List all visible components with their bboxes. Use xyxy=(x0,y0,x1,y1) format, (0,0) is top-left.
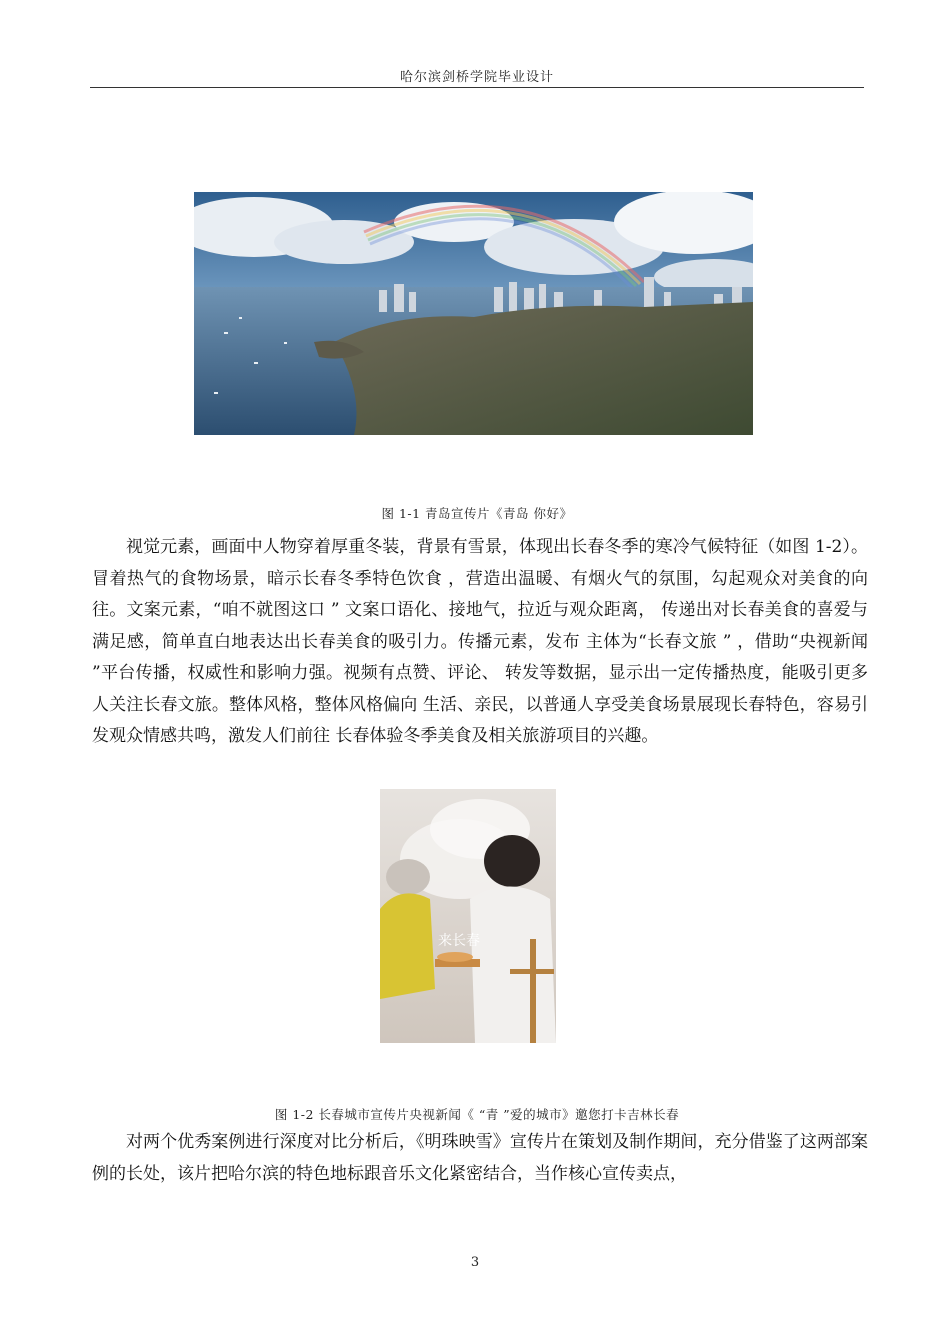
page-header: 哈尔滨剑桥学院毕业设计 xyxy=(399,70,554,85)
figure-1-1-image xyxy=(194,192,753,435)
figure-1-2-caption: 图 1-2 长春城市宣传片央视新闻《 “青 ”爱的城市》邀您打卡吉林长春 xyxy=(274,1107,680,1122)
coastal-city-rainbow-photo-icon xyxy=(194,192,753,435)
body-paragraph-1: 视觉元素，画面中人物穿着厚重冬装，背景有雪景，体现出长春冬季的寒冷气候特征（如图 1-2）。冒着热气的食物场景，暗示长春冬季特色饮食 ，营造出温暖、有烟火气的氛围，勾起观众对美食的向往。文案元素，“咱不就图这口 ” 文案口语化、接地气，拉近与观众距离， 传递出对长春美食的喜爱与满足感，简单直白地表达出长春美食的吸引力。传播元素，发布 主体为“长春文旅 ” ，借助“央视新闻 ”平台传播，权威性和影响力强。视频有点赞、评论、 转发等数据，显示出一定传播热度，能吸引更多人关注长春文旅。整体风格，整体风格偏向 生活、亲民，以普通人享受美食场景展现长春特色，容易引发观众情感共鸣，激发人们前往 长春体验冬季美食及相关旅游项目的兴趣。 xyxy=(92,537,868,746)
page-number: 3 xyxy=(470,1255,480,1270)
header-divider xyxy=(90,87,864,88)
winter-food-street-photo-icon xyxy=(380,789,556,1043)
video-overlay-text: 来长春 xyxy=(438,933,480,949)
figure-1-1-caption: 图 1-1 青岛宣传片《青岛 你好》 xyxy=(381,506,573,521)
figure-1-2-image xyxy=(380,789,556,1043)
body-paragraph-2: 对两个优秀案例进行深度对比分析后，《明珠映雪》宣传片在策划及制作期间，充分借鉴了这两部案例的长处，该片把哈尔滨的特色地标跟音乐文化紧密结合，当作核心宣传卖点， xyxy=(92,1132,868,1184)
